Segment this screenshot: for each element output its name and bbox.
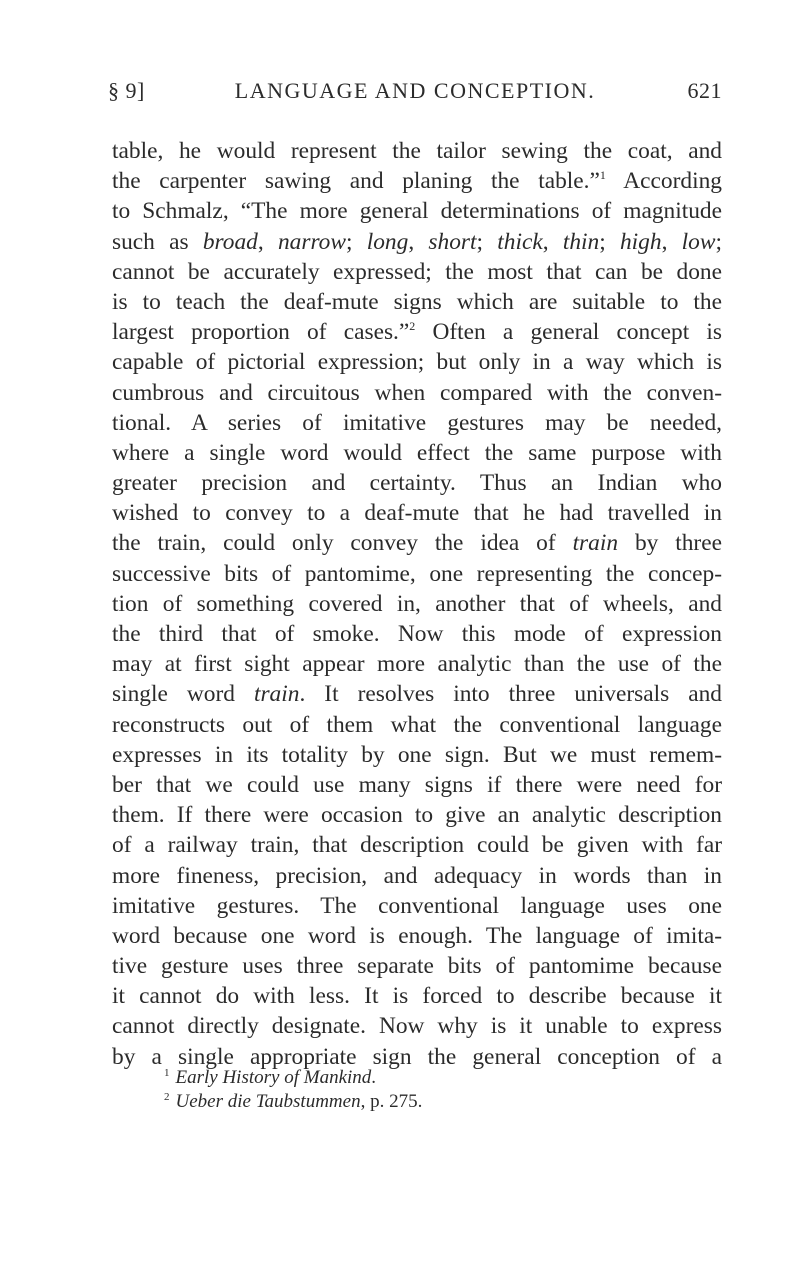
text-line	[112, 951, 722, 981]
text-line	[112, 559, 722, 589]
text-run: greater precision and certainty. Thus an Indian who	[112, 470, 722, 497]
text-run: such as	[112, 228, 203, 255]
text-line	[112, 891, 722, 921]
text-run: ;	[476, 228, 498, 255]
text-run: wished to convey to a deaf-mute that he had travelled in	[112, 500, 722, 527]
text-line	[112, 1011, 722, 1041]
body-paragraph	[112, 136, 722, 1072]
text-run: by a single appropriate sign the general conception of a	[112, 1043, 722, 1070]
text-run: ;	[715, 228, 722, 255]
text-run: , p. 275.	[360, 1091, 423, 1112]
text-line	[112, 589, 722, 619]
text-run: reconstructs out of them what the conventional language	[112, 711, 722, 738]
text-line	[112, 830, 722, 860]
footnotes	[164, 1066, 724, 1114]
text-line	[112, 861, 722, 891]
text-line	[112, 136, 722, 166]
text-line	[112, 981, 722, 1011]
text-run: largest proportion of cases.”	[112, 319, 410, 346]
text-run: cannot be accurately expressed; the most that can be done	[112, 258, 722, 285]
italic-text: Early History of Mankind	[175, 1067, 372, 1088]
text-line	[112, 317, 722, 347]
italic-text: high	[619, 228, 662, 255]
text-run: ,	[661, 228, 682, 255]
text-run: where a single word would effect the same purpose with	[112, 439, 722, 466]
text-run: tional. A series of imitative gestures may be needed,	[112, 409, 722, 436]
italic-text: narrow	[277, 228, 346, 255]
text-run: .	[371, 1067, 377, 1088]
text-run: ,	[408, 228, 429, 255]
italic-text: train	[253, 681, 300, 708]
text-run: of a railway train, that description could be given with far	[112, 832, 722, 859]
text-run: the carpenter sawing and planing the table.”	[112, 168, 600, 195]
italic-text: thick	[497, 228, 543, 255]
italic-text: broad	[202, 228, 258, 255]
italic-text: train	[572, 530, 619, 557]
text-run: the train, could only convey the idea of	[112, 530, 573, 557]
footnote-reference: 2	[409, 319, 416, 334]
text-run: table, he would represent the tailor sewing the coat, and	[112, 138, 722, 164]
text-line	[112, 196, 722, 226]
text-run: ber that we could use many signs if there were need for	[112, 771, 722, 798]
text-run: cannot directly designate. Now why is it unable to express	[112, 1013, 722, 1040]
text-line	[112, 257, 722, 287]
running-title: LANGUAGE AND CONCEPTION.	[234, 78, 596, 103]
italic-text: short	[428, 228, 477, 255]
italic-text: long	[366, 228, 409, 255]
text-line	[112, 347, 722, 377]
text-run: single word	[112, 681, 254, 708]
text-run: is to teach the deaf-mute signs which are suitable to the	[112, 288, 722, 315]
text-run: ;	[345, 228, 367, 255]
text-line	[112, 528, 722, 558]
footnote-1	[164, 1066, 724, 1090]
text-run: expresses in its totality by one sign. But we must remem-	[112, 741, 722, 768]
text-run: According	[605, 168, 722, 195]
text-run: ;	[599, 228, 620, 255]
text-run: word because one word is enough. The language of imita-	[112, 922, 722, 949]
italic-text: Ueber die Taubstummen	[175, 1091, 361, 1112]
text-run: ,	[257, 228, 278, 255]
text-run: the third that of smoke. Now this mode of expression	[112, 621, 722, 647]
text-line	[112, 679, 722, 709]
text-run: . It resolves into three universals and	[299, 681, 722, 708]
text-run: successive bits of pantomime, one representing the concep-	[112, 560, 722, 587]
text-run: imitative gestures. The conventional language uses one	[112, 892, 722, 919]
text-line	[112, 287, 722, 317]
text-run: tive gesture uses three separate bits of pantomime because	[112, 953, 722, 980]
running-header	[108, 78, 722, 112]
text-line	[112, 619, 722, 649]
text-line	[112, 800, 722, 830]
footnote-reference: 1	[599, 168, 606, 183]
text-run: may at first sight appear more analytic than the use of the	[112, 651, 722, 678]
italic-text: thin	[562, 228, 600, 255]
text-line	[112, 740, 722, 770]
text-line	[112, 468, 722, 498]
text-run: tion of something covered in, another that of wheels, and	[112, 590, 722, 617]
text-line	[112, 498, 722, 528]
text-run: capable of pictorial expression; but only in a way which is	[112, 349, 722, 376]
section-marker: § 9]	[108, 78, 145, 103]
text-run: them. If there were occasion to give an analytic description	[112, 802, 722, 829]
text-line	[112, 710, 722, 740]
text-line	[112, 378, 722, 408]
text-line	[112, 227, 722, 257]
text-line	[112, 166, 722, 196]
text-run: ,	[542, 228, 563, 255]
text-run: more fineness, precision, and adequacy in words than in	[112, 862, 722, 889]
text-line	[112, 770, 722, 800]
footnote-reference: 1	[164, 1066, 170, 1079]
text-run: by three	[618, 530, 722, 557]
text-run: Often a general concept is	[415, 319, 722, 346]
footnote-reference: 2	[164, 1090, 170, 1103]
text-line	[112, 649, 722, 679]
text-line	[112, 438, 722, 468]
page-number: 621	[687, 78, 722, 103]
text-line	[112, 408, 722, 438]
italic-text: low	[681, 228, 716, 255]
text-run: cumbrous and circuitous when compared with the conven-	[112, 379, 722, 406]
text-run: to Schmalz, “The more general determinations of magnitude	[112, 198, 722, 225]
text-run: it cannot do with less. It is forced to describe because it	[112, 983, 722, 1010]
text-line	[112, 921, 722, 951]
footnote-2	[164, 1090, 724, 1114]
